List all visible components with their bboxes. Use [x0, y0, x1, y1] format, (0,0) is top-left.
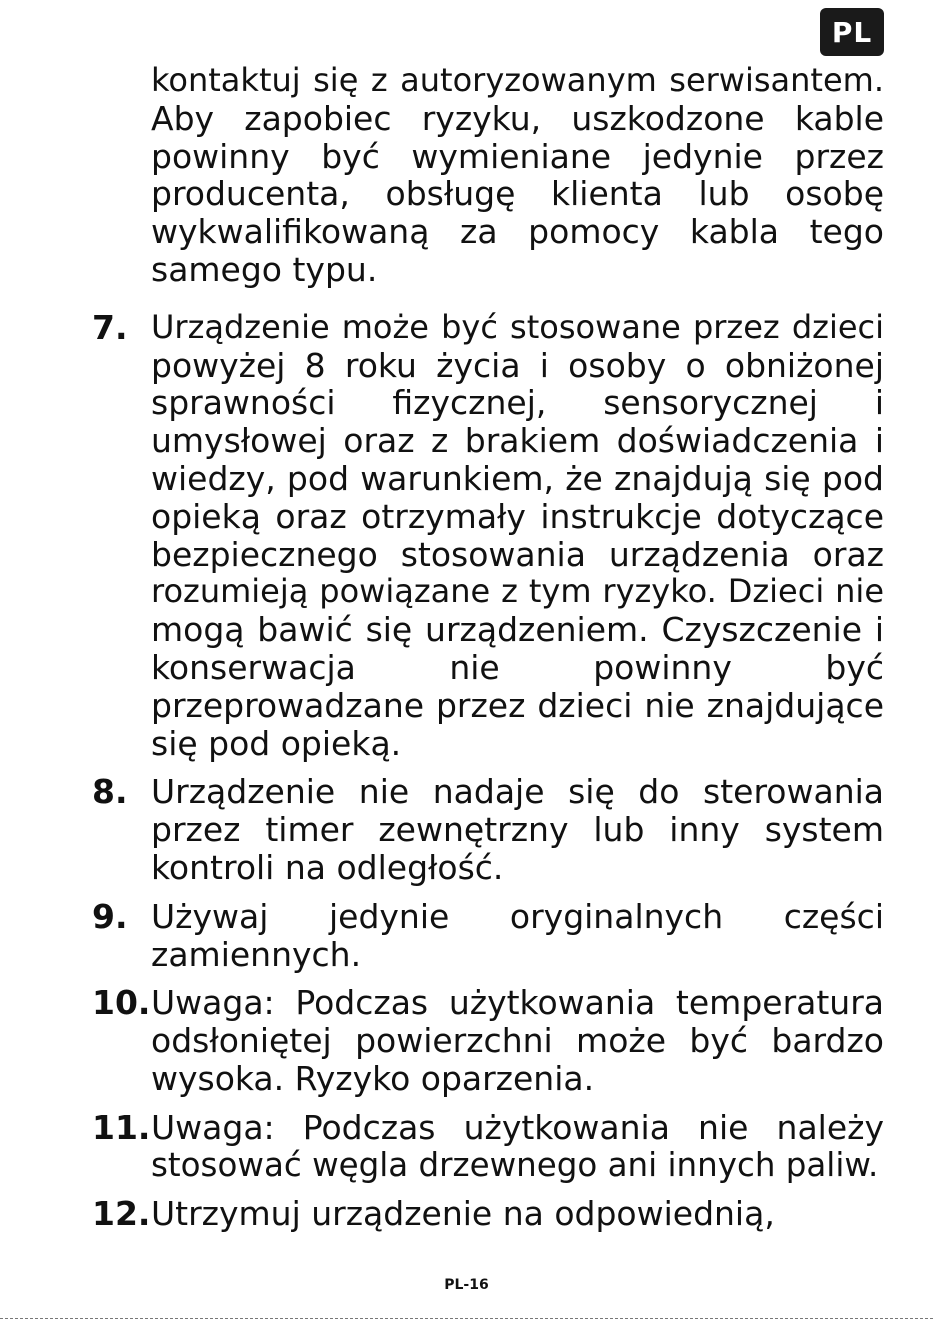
text-line: stosować węgla drzewnego ani innych paliw.: [151, 1146, 879, 1184]
instructions-content: [92, 62, 884, 1244]
text-line: kontroli na odległość.: [151, 848, 504, 887]
text-line: wiedzy, pod warunkiem, że znajdują się pod: [151, 459, 884, 498]
item-number: 8.: [92, 772, 128, 812]
text-line: powyżej 8 roku życia i osoby o obniżonej: [151, 346, 884, 385]
list-item-12: [92, 1195, 884, 1233]
text-line: Aby zapobiec ryzyku, uszkodzone kable: [151, 99, 884, 138]
item-number: 11.: [92, 1107, 151, 1147]
text-line: Urządzenie może być stosowane przez dzieci: [151, 308, 884, 346]
text-line: rozumieją powiązane z tym ryzyko. Dzieci nie: [151, 573, 884, 611]
list-item-8: [92, 773, 884, 886]
text-line: przez timer zewnętrzny lub inny system: [151, 811, 884, 849]
text-line: wysoka. Ryzyko oparzenia.: [151, 1059, 595, 1098]
text-line: Utrzymuj urządzenie na odpowiednią,: [151, 1195, 775, 1234]
item-number: 7.: [92, 307, 128, 347]
list-item-7: [92, 309, 884, 763]
list-item-9: [92, 898, 884, 974]
item-number: 9.: [92, 896, 128, 936]
text-line: mogą bawić się urządzeniem. Czyszczenie i: [151, 611, 884, 649]
item-number: 12.: [92, 1194, 151, 1234]
page-number: PL-16: [444, 1277, 489, 1293]
text-line: zamiennych.: [151, 935, 362, 974]
text-line: się pod opieką.: [151, 724, 402, 763]
text-line: Uwaga: Podczas użytkowania temperatura: [151, 984, 884, 1023]
text-line: opieką oraz otrzymały instrukcje dotyczące: [151, 497, 884, 536]
text-line: Urządzenie nie nadaje się do sterowania: [151, 773, 884, 812]
list-item-11: [92, 1109, 884, 1185]
text-line: Uwaga: Podczas użytkowania nie należy: [151, 1108, 884, 1147]
text-line: powinny być wymieniane jedynie przez: [151, 137, 884, 176]
language-badge: PL: [820, 8, 884, 56]
text-line: odsłoniętej powierzchni może być bardzo: [151, 1022, 884, 1060]
page-edge-divider: [0, 1318, 933, 1319]
list-item-10: [92, 984, 884, 1097]
text-line: umysłowej oraz z brakiem doświadczenia i: [151, 422, 884, 460]
text-line: sprawności fizycznej, sensorycznej i: [151, 384, 884, 423]
text-line: przeprowadzane przez dzieci nie znajdujące: [151, 686, 884, 725]
text-line: samego typu.: [151, 250, 378, 289]
item-number: 10.: [92, 983, 151, 1023]
text-line: konserwacja nie powinny być: [151, 648, 884, 687]
text-line: Używaj jedynie oryginalnych części: [151, 897, 884, 936]
text-line: wykwalifikowaną za pomocy kabla tego: [151, 213, 884, 251]
continued-paragraph: [92, 62, 884, 289]
text-line: producenta, obsługę klienta lub osobę: [151, 175, 884, 214]
text-line: bezpiecznego stosowania urządzenia oraz: [151, 535, 884, 574]
text-line: kontaktuj się z autoryzowanym serwisantem.: [151, 62, 884, 99]
